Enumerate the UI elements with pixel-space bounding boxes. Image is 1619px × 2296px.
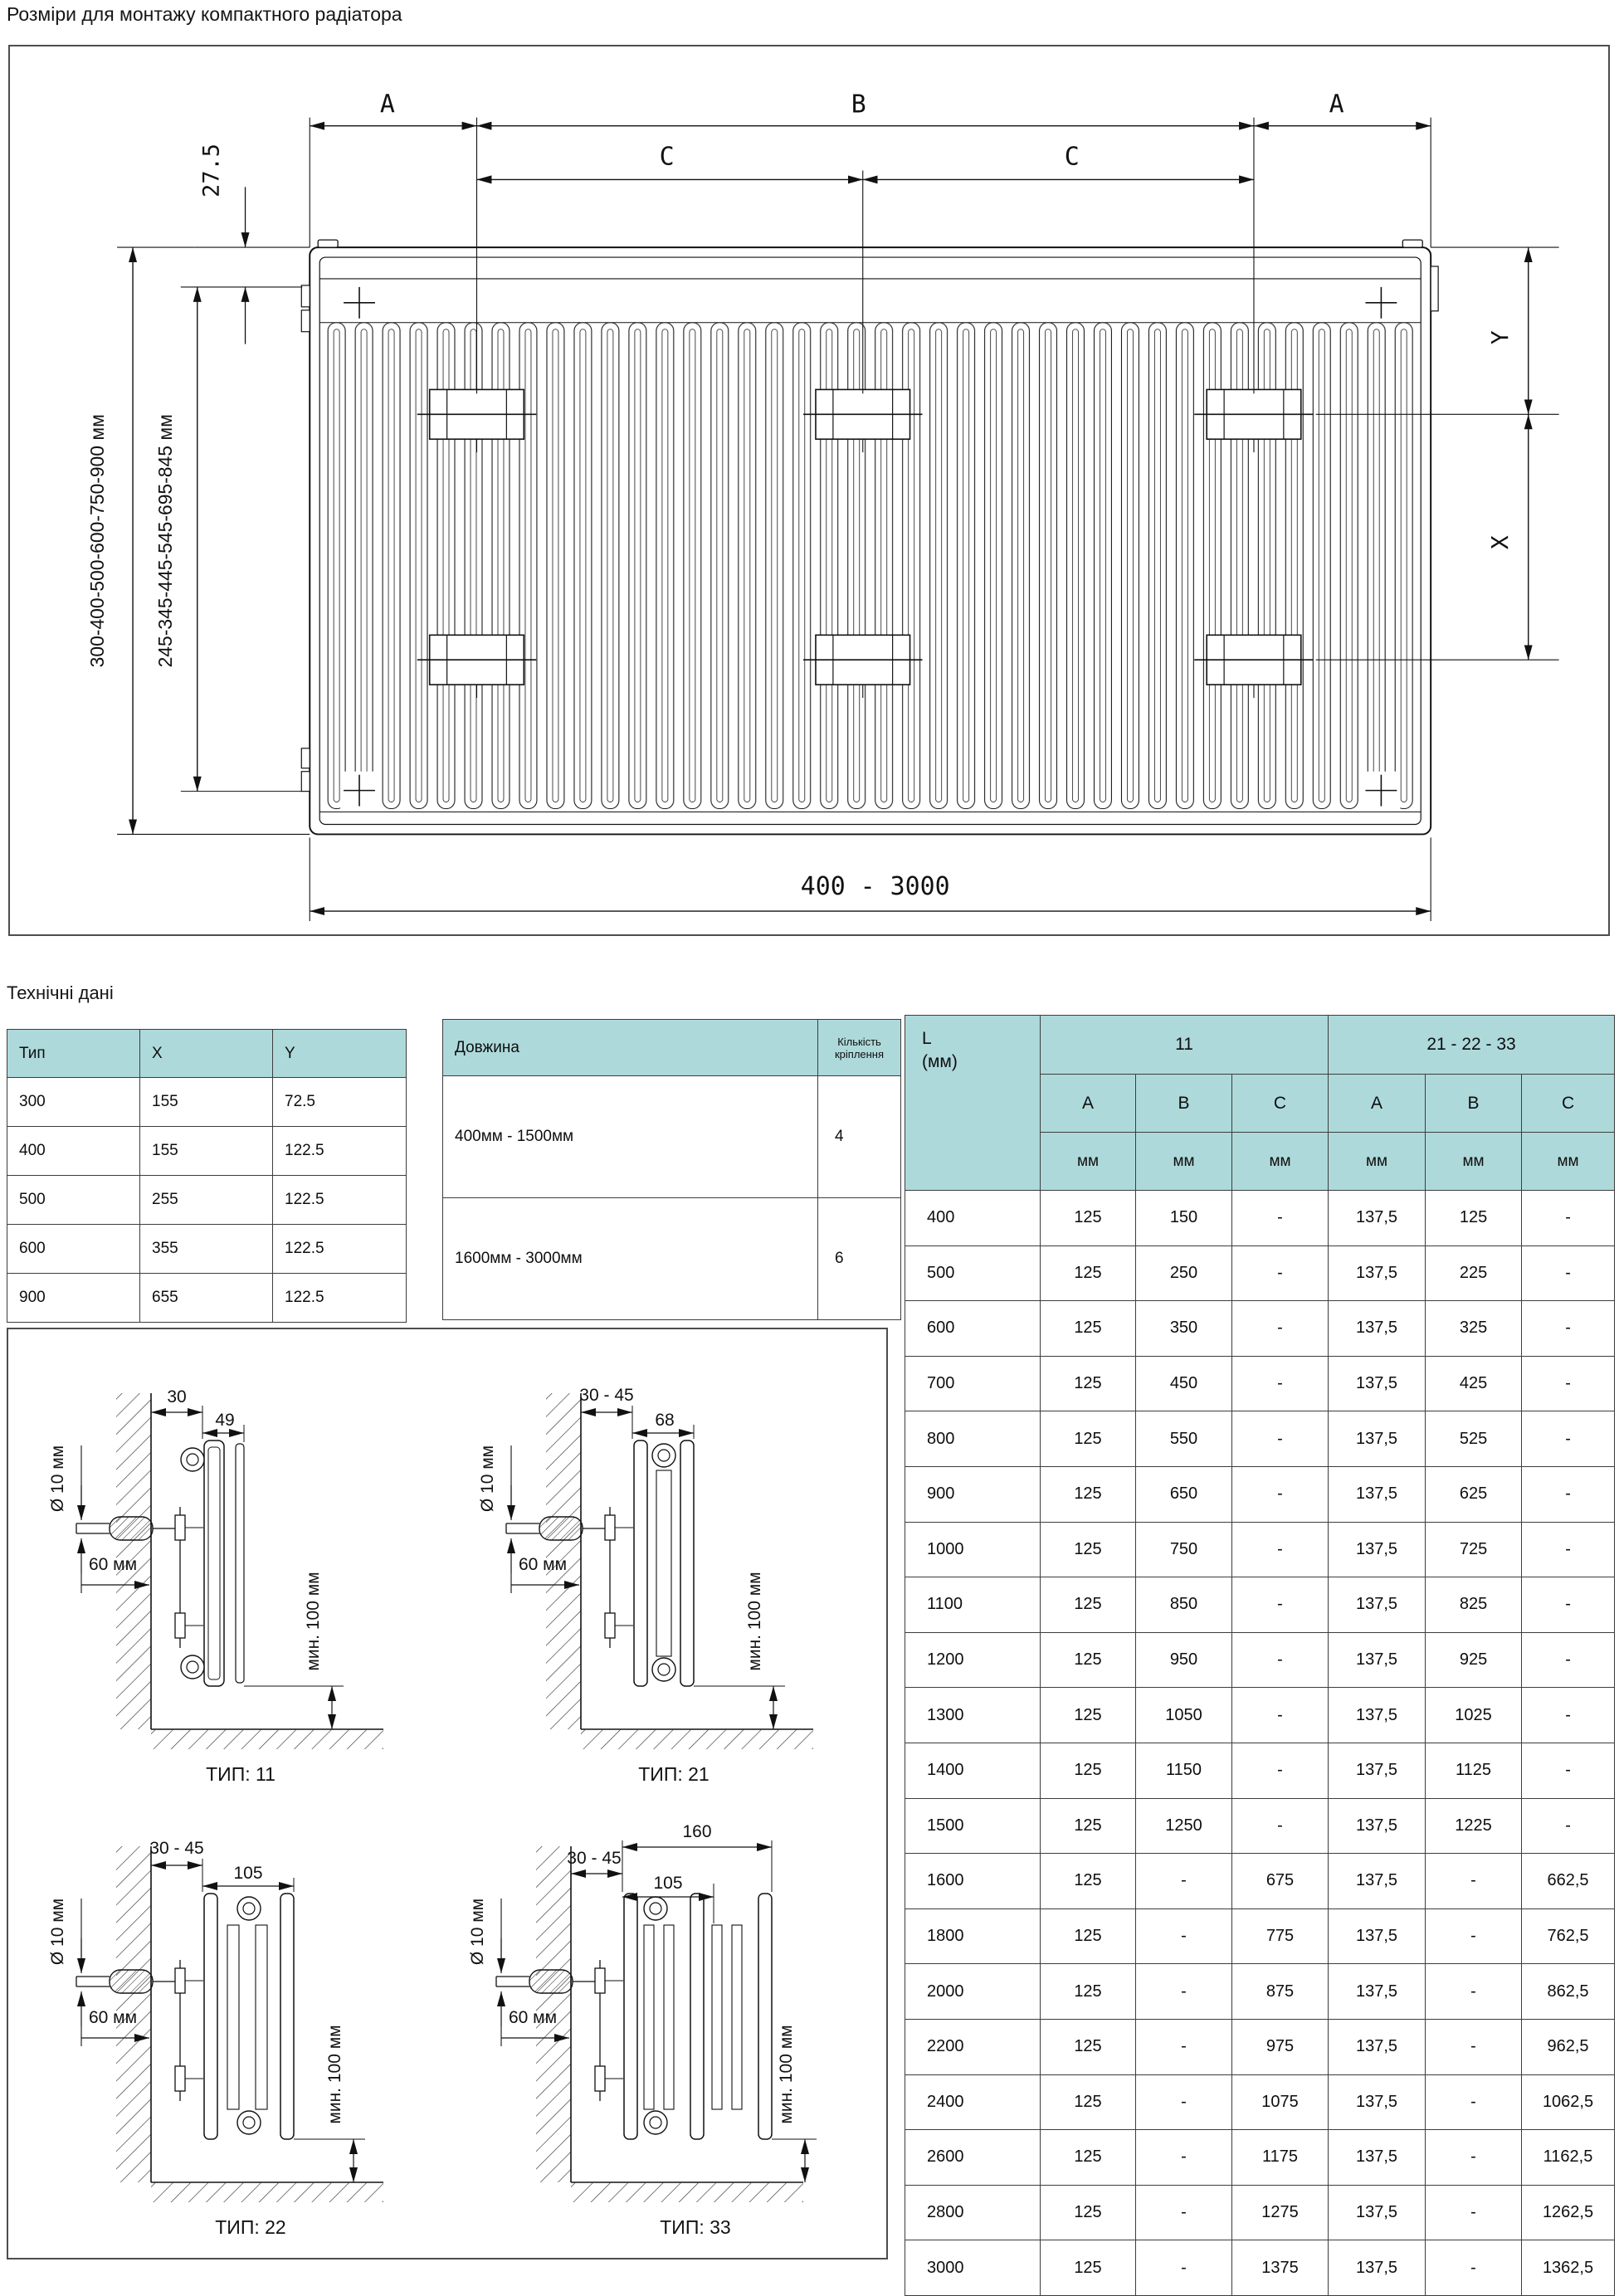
table-cell: - (1522, 1191, 1615, 1246)
table-cell: - (1136, 1964, 1232, 2020)
valve-top (181, 1448, 204, 1471)
table-cell: - (1232, 1301, 1329, 1357)
table-cell: 155 (140, 1127, 273, 1176)
table-cell: 355 (140, 1225, 273, 1274)
table-cell: 6 (818, 1198, 901, 1320)
table-row (905, 1577, 1615, 1633)
table-cell: - (1136, 2130, 1232, 2186)
table-cell: 850 (1136, 1577, 1232, 1633)
table-cell: - (1522, 1632, 1615, 1688)
table-cell: 137,5 (1329, 1798, 1426, 1854)
section-title-tech-data: Технічні дані (7, 982, 114, 1003)
table-row (7, 1176, 407, 1225)
table-cell: - (1522, 1411, 1615, 1467)
table-cell: 1600мм - 3000мм (443, 1198, 818, 1320)
dim-label-b: B (851, 90, 866, 119)
table-cell: 1075 (1232, 2074, 1329, 2130)
radiator-drawing-frame (8, 45, 1610, 936)
side-hook-bottom-1 (301, 748, 310, 768)
table-cell-length: 3000 (905, 2240, 1041, 2296)
dim-wall-gap: 30 (167, 1387, 187, 1406)
table-cell: 250 (1136, 1245, 1232, 1301)
table-row (905, 2185, 1615, 2240)
table-cell: 125 (1041, 1854, 1136, 1909)
table-cell: - (1232, 1356, 1329, 1411)
table-cell: - (1426, 2130, 1522, 2186)
table-cell: - (1522, 1522, 1615, 1577)
table-cell: 925 (1426, 1632, 1522, 1688)
table-cell: 225 (1426, 1245, 1522, 1301)
diagram-label: ТИП: 21 (638, 1763, 710, 1785)
table-row (905, 2019, 1615, 2074)
unit-header: мм (1041, 1133, 1136, 1191)
table-cell: 1225 (1426, 1798, 1522, 1854)
table-row (905, 1908, 1615, 1964)
table-cell: - (1136, 2074, 1232, 2130)
table-cell: - (1426, 1854, 1522, 1909)
table-cell: 125 (1041, 2074, 1136, 2130)
table-header-row (905, 1016, 1615, 1075)
table-cell: 125 (1041, 2185, 1136, 2240)
mounting-diagram-type-21 (456, 1348, 880, 1796)
table-cell: 137,5 (1329, 1632, 1426, 1688)
table-cell: 675 (1232, 1854, 1329, 1909)
dim-label-height-outer: 300-400-500-600-750-900 мм (86, 414, 109, 668)
table-row (905, 1245, 1615, 1301)
dim-depth-outer: 160 (682, 1822, 712, 1841)
table-row (7, 1127, 407, 1176)
table-cell: 1375 (1232, 2240, 1329, 2296)
table-cell: 137,5 (1329, 1466, 1426, 1522)
table-cell: 137,5 (1329, 2019, 1426, 2074)
table-cell: 125 (1041, 1964, 1136, 2020)
table-row (443, 1198, 901, 1320)
table-cell: - (1136, 2185, 1232, 2240)
valve-bottom (181, 1655, 204, 1679)
table-cell: 72.5 (273, 1078, 407, 1127)
table-cell-length: 2600 (905, 2130, 1041, 2186)
table-cell: 125 (1041, 2130, 1136, 2186)
table-row (905, 1854, 1615, 1909)
table-cell: 137,5 (1329, 1301, 1426, 1357)
dim-label-c-left: C (659, 142, 675, 172)
dim-label-x: X (1485, 535, 1514, 550)
table-cell: 125 (1426, 1191, 1522, 1246)
unit-header: мм (1522, 1133, 1615, 1191)
table-cell: 975 (1232, 2019, 1329, 2074)
table-cell-length: 1000 (905, 1522, 1041, 1577)
dim-diameter: Ø 10 мм (478, 1445, 497, 1513)
mounting-diagram-type-11 (27, 1348, 450, 1796)
table-header-row (7, 1030, 407, 1078)
table-cell: 137,5 (1329, 1522, 1426, 1577)
table-cell: 125 (1041, 1191, 1136, 1246)
table-cell: 650 (1136, 1466, 1232, 1522)
column-header: X (140, 1030, 273, 1078)
table-cell: - (1232, 1632, 1329, 1688)
table-cell-length: 600 (905, 1301, 1041, 1357)
table-cell: - (1232, 1577, 1329, 1633)
table-cell: 525 (1426, 1411, 1522, 1467)
table-row (7, 1225, 407, 1274)
table-cell-length: 1500 (905, 1798, 1041, 1854)
table-cell-length: 1200 (905, 1632, 1041, 1688)
table-cell: - (1232, 1466, 1329, 1522)
table-cell: 137,5 (1329, 1964, 1426, 2020)
fixing-count-table (442, 1019, 901, 1320)
table-cell: 1050 (1136, 1688, 1232, 1743)
mounting-diagrams-frame (7, 1328, 888, 2259)
table-cell-length: 2800 (905, 2185, 1041, 2240)
valve-top (644, 1897, 667, 1920)
table-cell-length: 2200 (905, 2019, 1041, 2074)
column-header: Тип (7, 1030, 140, 1078)
table-cell: 825 (1426, 1577, 1522, 1633)
valve-top (652, 1444, 675, 1467)
table-row (905, 1466, 1615, 1522)
column-group-type-11: 11 (1041, 1016, 1329, 1075)
table-cell-length: 1400 (905, 1743, 1041, 1798)
table-cell: 950 (1136, 1632, 1232, 1688)
table-cell: 1250 (1136, 1798, 1232, 1854)
dim-label-height-inner: 245-345-445-545-695-845 мм (154, 414, 176, 668)
table-row (7, 1274, 407, 1323)
side-hook-top-2 (301, 310, 310, 332)
mounting-diagram-type-22 (27, 1801, 450, 2249)
table-cell: - (1522, 1743, 1615, 1798)
dim-depth: 68 (655, 1411, 675, 1430)
dim-label-y: Y (1485, 330, 1514, 345)
table-cell: 4 (818, 1076, 901, 1198)
valve-bottom (644, 2111, 667, 2134)
table-cell: 125 (1041, 1356, 1136, 1411)
column-header: Y (273, 1030, 407, 1078)
table-row (905, 1964, 1615, 2020)
table-cell-length: 1600 (905, 1854, 1041, 1909)
table-cell: - (1136, 2019, 1232, 2074)
dim-label-27-5: 27.5 (198, 144, 225, 197)
dim-offset: 60 мм (508, 2008, 558, 2027)
table-cell: 122.5 (273, 1225, 407, 1274)
table-cell: 1162,5 (1522, 2130, 1615, 2186)
page-title: Розміри для монтажу компактного радіатора (7, 3, 402, 25)
table-cell: - (1232, 1245, 1329, 1301)
table-row (7, 1078, 407, 1127)
side-hook-top-1 (301, 285, 310, 307)
side-plug-right (1431, 266, 1438, 311)
table-cell: - (1522, 1356, 1615, 1411)
table-cell-length: 400 (905, 1191, 1041, 1246)
table-cell: - (1522, 1688, 1615, 1743)
dim-label-c-right: C (1064, 142, 1080, 172)
table-cell: 125 (1041, 1798, 1136, 1854)
dim-diameter: Ø 10 мм (468, 1898, 487, 1966)
table-cell: 137,5 (1329, 1411, 1426, 1467)
column-header: Кількість кріплення (818, 1020, 901, 1076)
dim-wall-gap: 30 - 45 (567, 1849, 622, 1868)
unit-header: мм (1426, 1133, 1522, 1191)
table-cell: 255 (140, 1176, 273, 1225)
table-cell: - (1522, 1798, 1615, 1854)
table-cell-length: 2000 (905, 1964, 1041, 2020)
unit-header: мм (1329, 1133, 1426, 1191)
table-row (905, 1301, 1615, 1357)
table-cell: 125 (1041, 1688, 1136, 1743)
table-cell-length: 500 (905, 1245, 1041, 1301)
table-row (905, 1191, 1615, 1246)
table-cell: 155 (140, 1078, 273, 1127)
table-cell: 137,5 (1329, 1245, 1426, 1301)
table-cell: - (1232, 1522, 1329, 1577)
table-cell: 300 (7, 1078, 140, 1127)
table-cell: 862,5 (1522, 1964, 1615, 2020)
table-cell: 1275 (1232, 2185, 1329, 2240)
table-cell: 137,5 (1329, 1908, 1426, 1964)
dim-wall-gap: 30 - 45 (149, 1839, 204, 1858)
table-cell: 962,5 (1522, 2019, 1615, 2074)
dim-clearance: мин. 100 мм (304, 1572, 323, 1671)
table-row (905, 1798, 1615, 1854)
table-cell: 875 (1232, 1964, 1329, 2020)
table-cell: 137,5 (1329, 1577, 1426, 1633)
table-cell: - (1232, 1688, 1329, 1743)
table-cell: 775 (1232, 1908, 1329, 1964)
table-cell: 137,5 (1329, 1356, 1426, 1411)
table-cell: - (1426, 2185, 1522, 2240)
table-cell: 500 (7, 1176, 140, 1225)
table-header-row (443, 1020, 901, 1076)
diagram-label: ТИП: 33 (660, 2216, 731, 2238)
table-cell: 125 (1041, 2240, 1136, 2296)
table-cell-length: 1800 (905, 1908, 1041, 1964)
dim-offset: 60 мм (518, 1555, 568, 1574)
table-cell: - (1522, 1245, 1615, 1301)
table-cell: 125 (1041, 1301, 1136, 1357)
table-cell: 125 (1041, 1577, 1136, 1633)
table-cell: - (1426, 2240, 1522, 2296)
table-cell: 125 (1041, 1632, 1136, 1688)
table-cell-length: 900 (905, 1466, 1041, 1522)
table-cell: 750 (1136, 1522, 1232, 1577)
table-cell: 425 (1426, 1356, 1522, 1411)
table-cell: 625 (1426, 1466, 1522, 1522)
table-cell: - (1522, 1466, 1615, 1522)
column-header: B (1426, 1075, 1522, 1133)
table-cell: 122.5 (273, 1127, 407, 1176)
diagram-label: ТИП: 22 (215, 2216, 286, 2238)
table-cell: - (1522, 1577, 1615, 1633)
side-hook-bottom-2 (301, 772, 310, 792)
table-cell: 450 (1136, 1356, 1232, 1411)
valve-bottom (652, 1658, 675, 1681)
table-cell: 400мм - 1500мм (443, 1076, 818, 1198)
table-cell: 1150 (1136, 1743, 1232, 1798)
mounting-dimensions-table (905, 1015, 1615, 2296)
dim-offset: 60 мм (88, 1555, 138, 1574)
table-cell: - (1232, 1191, 1329, 1246)
table-cell: 762,5 (1522, 1908, 1615, 1964)
dim-offset: 60 мм (88, 2008, 138, 2027)
unit-header: мм (1136, 1133, 1232, 1191)
table-cell: 725 (1426, 1522, 1522, 1577)
table-cell: 150 (1136, 1191, 1232, 1246)
table-cell: - (1426, 2019, 1522, 2074)
table-cell-length: 1300 (905, 1688, 1041, 1743)
table-cell: 137,5 (1329, 1854, 1426, 1909)
table-cell: 1125 (1426, 1743, 1522, 1798)
table-cell: - (1136, 1854, 1232, 1909)
type-table (7, 1029, 407, 1323)
table-cell: 125 (1041, 1411, 1136, 1467)
column-header: B (1136, 1075, 1232, 1133)
table-cell: - (1426, 1908, 1522, 1964)
table-cell: 600 (7, 1225, 140, 1274)
table-row (905, 1411, 1615, 1467)
unit-header: мм (1232, 1133, 1329, 1191)
table-cell-length: 2400 (905, 2074, 1041, 2130)
table-cell: 137,5 (1329, 2240, 1426, 2296)
corner-plug-right (1402, 240, 1422, 247)
column-header-l: L (мм) (905, 1016, 1041, 1191)
dim-depth: 49 (215, 1411, 235, 1430)
column-header: C (1522, 1075, 1615, 1133)
table-row (905, 2074, 1615, 2130)
table-row (905, 2130, 1615, 2186)
corner-plug-left (318, 240, 338, 247)
mounting-diagram-type-33 (446, 1801, 870, 2249)
table-row (443, 1076, 901, 1198)
table-cell: 125 (1041, 1522, 1136, 1577)
table-cell: - (1426, 2074, 1522, 2130)
table-cell: - (1426, 1964, 1522, 2020)
table-cell: - (1136, 2240, 1232, 2296)
table-row (905, 1522, 1615, 1577)
table-cell-length: 700 (905, 1356, 1041, 1411)
table-cell: 125 (1041, 1245, 1136, 1301)
table-cell: 550 (1136, 1411, 1232, 1467)
column-header: C (1232, 1075, 1329, 1133)
table-cell: 137,5 (1329, 2185, 1426, 2240)
column-header: A (1041, 1075, 1136, 1133)
table-cell: 1025 (1426, 1688, 1522, 1743)
dim-clearance: мин. 100 мм (325, 2025, 344, 2124)
dim-clearance: мин. 100 мм (777, 2025, 796, 2124)
table-cell: 137,5 (1329, 1743, 1426, 1798)
table-cell: - (1232, 1743, 1329, 1798)
table-row (905, 1632, 1615, 1688)
table-cell: 325 (1426, 1301, 1522, 1357)
table-cell: - (1232, 1798, 1329, 1854)
table-cell-length: 1100 (905, 1577, 1041, 1633)
table-cell: 125 (1041, 2019, 1136, 2074)
valve-top (237, 1897, 261, 1920)
table-cell: 1262,5 (1522, 2185, 1615, 2240)
dim-label-length: 400 - 3000 (800, 872, 950, 902)
dim-diameter: Ø 10 мм (48, 1898, 67, 1966)
table-cell: 350 (1136, 1301, 1232, 1357)
table-cell: 122.5 (273, 1176, 407, 1225)
table-cell-length: 800 (905, 1411, 1041, 1467)
table-cell: 1362,5 (1522, 2240, 1615, 2296)
column-header: A (1329, 1075, 1426, 1133)
dim-wall-gap: 30 - 45 (579, 1386, 634, 1405)
table-cell: 662,5 (1522, 1854, 1615, 1909)
radiator-front-drawing (10, 46, 1605, 931)
table-cell: 125 (1041, 1743, 1136, 1798)
table-row (905, 1743, 1615, 1798)
table-cell: 125 (1041, 1466, 1136, 1522)
valve-bottom (237, 2111, 261, 2134)
table-cell: 1175 (1232, 2130, 1329, 2186)
dim-label-a-left: A (379, 90, 395, 119)
dim-depth: 105 (653, 1874, 683, 1893)
dim-label-a-right: A (1329, 90, 1344, 119)
table-cell: 137,5 (1329, 2130, 1426, 2186)
table-cell: 122.5 (273, 1274, 407, 1323)
table-cell: - (1232, 1411, 1329, 1467)
diagram-label: ТИП: 11 (206, 1763, 276, 1785)
table-row (905, 1356, 1615, 1411)
dim-depth: 105 (233, 1864, 263, 1883)
dim-clearance: мин. 100 мм (745, 1572, 764, 1671)
table-row (905, 2240, 1615, 2296)
dim-diameter: Ø 10 мм (48, 1445, 67, 1513)
table-cell: 137,5 (1329, 1688, 1426, 1743)
table-cell: 137,5 (1329, 2074, 1426, 2130)
table-cell: 137,5 (1329, 1191, 1426, 1246)
column-header: Довжина (443, 1020, 818, 1076)
table-cell: - (1522, 1301, 1615, 1357)
column-group-type-21-22-33: 21 - 22 - 33 (1329, 1016, 1615, 1075)
table-cell: 655 (140, 1274, 273, 1323)
table-cell: 400 (7, 1127, 140, 1176)
table-row (905, 1688, 1615, 1743)
table-cell: 1062,5 (1522, 2074, 1615, 2130)
table-cell: 900 (7, 1274, 140, 1323)
table-cell: - (1136, 1908, 1232, 1964)
table-cell: 125 (1041, 1908, 1136, 1964)
